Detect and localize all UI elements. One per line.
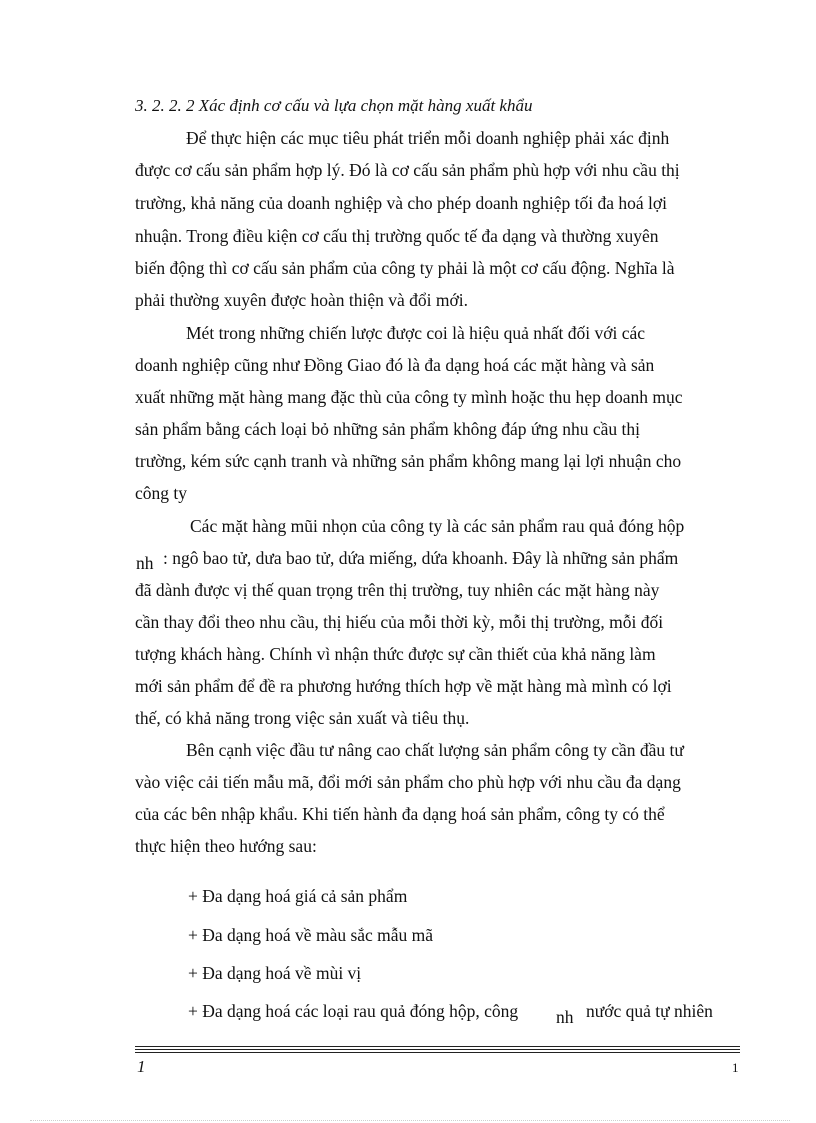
paragraph-3-line-7: thế, có khả năng trong việc sản xuất và tiêu thụ. [135, 708, 470, 728]
paragraph-3-marker: nh [136, 553, 154, 573]
list-item-4-tail: nước quả tự nhiên [586, 1001, 713, 1021]
paragraph-2-line-1: Mét trong những chiến lược được coi là hiệu quả nhất đối với các [186, 323, 646, 343]
paragraph-4-line-4: thực hiện theo hướng sau: [135, 836, 317, 856]
footer-rule-top [135, 1046, 740, 1047]
footer-rule-bottom [135, 1052, 740, 1053]
list-item-4-marker: nh [556, 1007, 574, 1027]
paragraph-3-line-1: Các mặt hàng mũi nhọn của công ty là các sản phẩm rau quả đóng hộp [190, 516, 685, 536]
paragraph-2-line-2: doanh nghiệp cũng như Đồng Giao đó là đa dạng hoá các mặt hàng và sản [135, 355, 655, 375]
list-item-3: + Đa dạng hoá về mùi vị [188, 963, 362, 983]
paragraph-2-line-3: xuất những mặt hàng mang đặc thù của công ty mình hoặc thu hẹp doanh mục [135, 387, 683, 407]
paragraph-1-line-1: Để thực hiện các mục tiêu phát triển mỗi doanh nghiệp phải xác định [186, 128, 670, 148]
list-item-2: + Đa dạng hoá về màu sắc mẫu mã [188, 925, 434, 945]
footer-rule-middle [135, 1049, 740, 1050]
paragraph-2-line-6: công ty [135, 483, 188, 503]
paragraph-3-line-2: : ngô bao tử, dưa bao tử, dứa miếng, dứa khoanh. Đây là những sản phẩm [163, 548, 679, 568]
paragraph-2-line-4: sản phẩm bằng cách loại bỏ những sản phẩm không đáp ứng nhu cầu thị [135, 419, 640, 439]
footer-right-page-number: 1 [732, 1060, 739, 1075]
list-item-4: + Đa dạng hoá các loại rau quả đóng hộp, công [188, 1001, 519, 1021]
paragraph-4-line-3: của các bên nhập khẩu. Khi tiến hành đa dạng hoá sản phẩm, công ty có thể [135, 804, 665, 824]
paragraph-3-line-3: đã dành được vị thế quan trọng trên thị trường, tuy nhiên các mặt hàng này [135, 580, 660, 600]
paragraph-4-line-1: Bên cạnh việc đầu tư nâng cao chất lượng sản phẩm công ty cần đầu tư [186, 740, 684, 760]
paragraph-1-line-2: được cơ cấu sản phẩm hợp lý. Đó là cơ cấu sản phẩm phù hợp với nhu cầu thị [135, 160, 680, 180]
paragraph-1-line-6: phải thường xuyên được hoàn thiện và đổi mới. [135, 290, 468, 310]
footer-left-page-number: 1 [137, 1057, 146, 1076]
page-bottom-dotted-border [30, 1120, 790, 1121]
section-heading: 3. 2. 2. 2 Xác định cơ cấu và lựa chọn mặt hàng xuất khẩu [135, 96, 533, 115]
paragraph-3-line-6: mới sản phẩm để đề ra phương hướng thích hợp về mặt hàng mà mình có lợi [135, 676, 672, 696]
paragraph-2-line-5: trường, kém sức cạnh tranh và những sản phẩm không mang lại lợi nhuận cho [135, 451, 682, 471]
paragraph-4-line-2: vào việc cải tiến mẫu mã, đổi mới sản phẩm cho phù hợp với nhu cầu đa dạng [135, 772, 681, 792]
paragraph-3-line-4: cần thay đổi theo nhu cầu, thị hiếu của mỗi thời kỳ, mỗi thị trường, mỗi đối [135, 612, 664, 632]
paragraph-1-line-5: biến động thì cơ cấu sản phẩm của công ty phải là một cơ cấu động. Nghĩa là [135, 258, 675, 278]
list-item-1: + Đa dạng hoá giá cả sản phẩm [188, 886, 408, 906]
paragraph-1-line-4: nhuận. Trong điều kiện cơ cấu thị trường quốc tế đa dạng và thường xuyên [135, 226, 659, 246]
paragraph-3-line-5: tượng khách hàng. Chính vì nhận thức được sự cần thiết của khả năng làm [135, 644, 656, 664]
paragraph-1-line-3: trường, khả năng của doanh nghiệp và cho phép doanh nghiệp tối đa hoá lợi [135, 193, 667, 213]
